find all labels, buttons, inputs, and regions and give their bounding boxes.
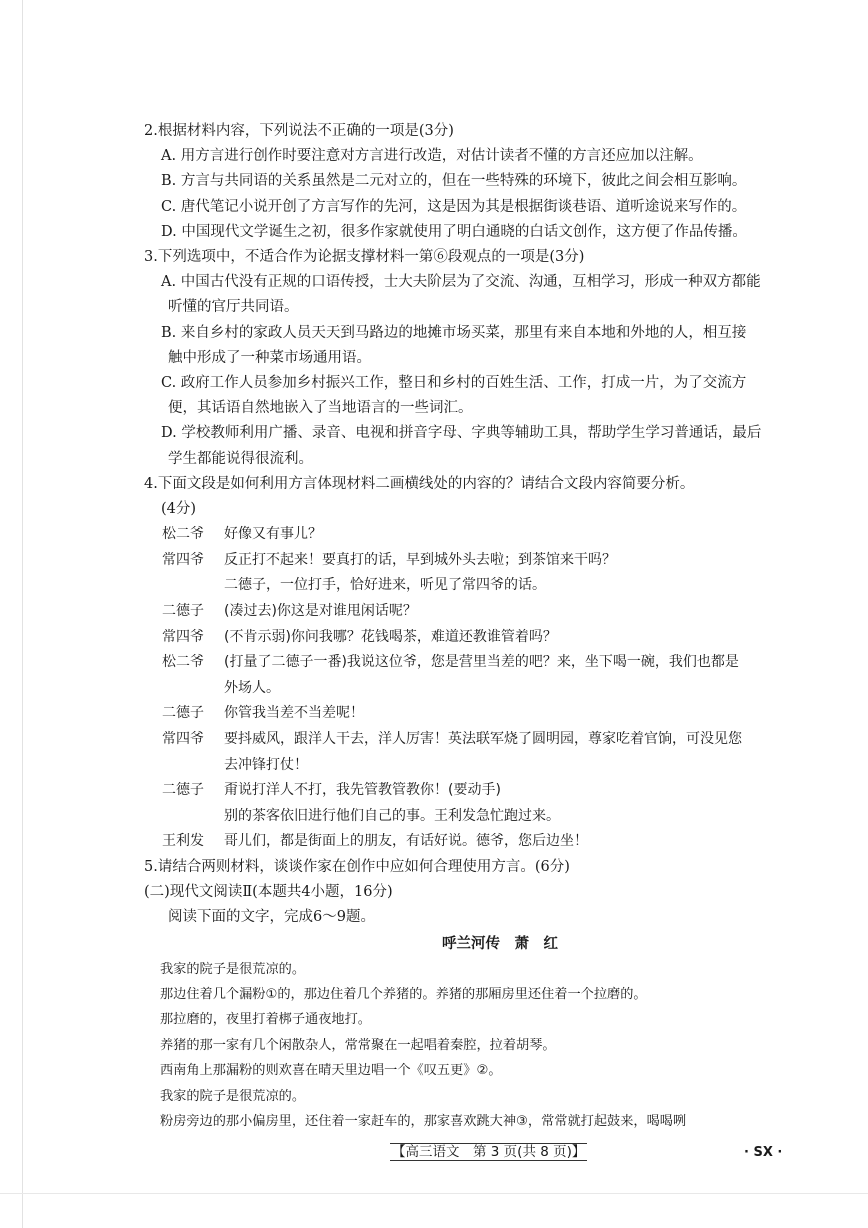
passage-paragraph: 那拉磨的，夜里打着梆子通夜地打。 [160, 1012, 371, 1028]
question-5: 5.请结合两则材料，谈谈作家在创作中应如何合理使用方言。(6分) [144, 858, 570, 875]
question-2 [144, 119, 786, 245]
dialogue-line [144, 548, 786, 574]
option-a-continued: 听懂的官厅共同语。 [168, 299, 299, 316]
option-a: A. 用方言进行创作时要注意对方言进行改造，对估计读者不懂的方言还应加以注解。 [161, 148, 703, 165]
dialogue-text: 去冲锋打仗！ [224, 756, 308, 773]
option-c: C. 政府工作人员参加乡村振兴工作，整日和乡村的百姓生活、工作，打成一片，为了交流方 [161, 375, 747, 392]
stage-direction [144, 804, 786, 830]
dialogue-continued [144, 753, 786, 779]
option-b: B. 方言与共同语的关系虽然是二元对立的，但在一些特殊的环境下，彼此之间会相互影响。 [161, 173, 747, 190]
speaker: 常四爷 [162, 628, 204, 645]
dialogue-text: 要抖威风，跟洋人干去，洋人厉害！英法联军烧了圆明园，尊家吃着官饷，可没见您 [224, 731, 742, 747]
passage-paragraph: 那边住着几个漏粉①的，那边住着几个养猪的。养猪的那厢房里还住着一个拉磨的。 [160, 986, 647, 1002]
option-a: A. 中国古代没有正规的口语传授，士大夫阶层为了交流、沟通，互相学习，形成一种双方都能 [161, 274, 761, 291]
drama-excerpt [144, 522, 786, 855]
option-c: C. 唐代笔记小说开创了方言写作的先河，这是因为其是根据街谈巷语、道听途说来写作的。 [161, 198, 747, 215]
dialogue-line [144, 599, 786, 625]
section-2 [144, 880, 786, 1134]
dialogue-line [144, 625, 786, 651]
speaker: 常四爷 [162, 551, 204, 568]
scan-edge-left [22, 0, 23, 1228]
question-3 [144, 245, 786, 472]
dialogue-line [144, 701, 786, 727]
option-d: D. 中国现代文学诞生之初，很多作家就使用了明白通晓的白话文创作，这方便了作品传播。 [161, 223, 747, 240]
dialogue-line [144, 650, 786, 676]
dialogue-text: 反正打不起来！要真打的话，早到城外头去啦；到茶馆来干吗？ [224, 551, 616, 568]
option-d: D. 学校教师利用广播、录音、电视和拼音字母、字典等辅助工具，帮助学生学习普通话，最后 [161, 425, 762, 442]
scan-edge-bottom [0, 1193, 868, 1194]
question-stem: 2.根据材料内容，下列说法不正确的一项是(3分) [144, 123, 454, 139]
speaker: 二德子 [162, 782, 204, 799]
passage-title: 呼兰河传 萧 红 [442, 935, 558, 952]
dialogue-text: 外场人。 [224, 679, 280, 696]
option-b-continued: 触中形成了一种菜市场通用语。 [168, 349, 371, 366]
passage-paragraph: 粉房旁边的那小偏房里，还住着一家赶车的，那家喜欢跳大神③，常常就打起鼓来，喝喝咧 [160, 1114, 687, 1130]
passage-paragraph: 养猪的那一家有几个闲散杂人，常常聚在一起唱着秦腔，拉着胡琴。 [160, 1037, 556, 1053]
question-stem: 3.下列选项中，不适合作为论据支撑材料一第⑥段观点的一项是(3分) [144, 249, 585, 266]
dialogue-line [144, 727, 786, 753]
speaker [144, 804, 224, 830]
dialogue-text: (凑过去)你这是对谁甩闲话呢？ [224, 603, 417, 620]
passage-paragraph: 我家的院子是很荒凉的。 [160, 1088, 306, 1104]
speaker [144, 573, 224, 599]
option-b: B. 来自乡村的家政人员天天到马路边的地摊市场买菜，那里有来自本地和外地的人，相互接 [161, 324, 747, 341]
edition-marker: · SX · [744, 1145, 783, 1160]
dialogue-text: (不肯示弱)你问我哪？花钱喝茶，难道还教谁管着吗？ [224, 628, 557, 645]
speaker: 二德子 [162, 603, 204, 620]
passage-paragraph: 我家的院子是很荒凉的。 [160, 961, 306, 977]
speaker [144, 676, 224, 702]
question-stem: 4.下面文段是如何利用方言体现材料二画横线处的内容的？请结合文段内容简要分析。 [144, 475, 695, 492]
passage-paragraph: 西南角上那漏粉的则欢喜在晴天里边唱一个《叹五更》②。 [160, 1063, 502, 1079]
section-heading: (二)现代文阅读Ⅱ(本题共4小题，16分) [144, 884, 393, 901]
dialogue-line [144, 522, 786, 548]
dialogue-text: 甭说打洋人不打，我先管教管教你！(要动手) [224, 782, 501, 799]
page-content [144, 119, 786, 1134]
dialogue-text: 哥儿们，都是街面上的朋友，有话好说。德爷，您后边坐！ [224, 833, 588, 850]
page-number: 【高三语文 第 3 页(共 8 页)】 [392, 1144, 586, 1160]
speaker: 松二爷 [162, 654, 204, 671]
dialogue-line [144, 829, 786, 855]
question-score: (4分) [161, 501, 197, 518]
speaker [144, 753, 224, 779]
stage-direction [144, 573, 786, 599]
dialogue-text: 你管我当差不当差呢！ [224, 705, 364, 722]
speaker: 松二爷 [162, 526, 204, 543]
option-d-continued: 学生都能说得很流利。 [168, 450, 313, 467]
dialogue-text: 好像又有事儿？ [224, 526, 322, 543]
page-footer [390, 1142, 587, 1162]
speaker: 常四爷 [162, 731, 204, 747]
speaker: 王利发 [162, 833, 204, 850]
section-instruction: 阅读下面的文字，完成6～9题。 [168, 909, 375, 926]
dialogue-text: 二德子，一位打手，恰好进来，听见了常四爷的话。 [224, 577, 546, 594]
dialogue-line [144, 778, 786, 804]
option-c-continued: 便，其话语自然地嵌入了当地语言的一些词汇。 [168, 400, 473, 417]
dialogue-continued [144, 676, 786, 702]
question-4 [144, 472, 786, 855]
dialogue-text: (打量了二德子一番)我说这位爷，您是营里当差的吧？来，坐下喝一碗，我们也都是 [224, 654, 739, 671]
dialogue-text: 别的茶客依旧进行他们自己的事。王利发急忙跑过来。 [224, 807, 560, 824]
speaker: 二德子 [162, 705, 204, 722]
